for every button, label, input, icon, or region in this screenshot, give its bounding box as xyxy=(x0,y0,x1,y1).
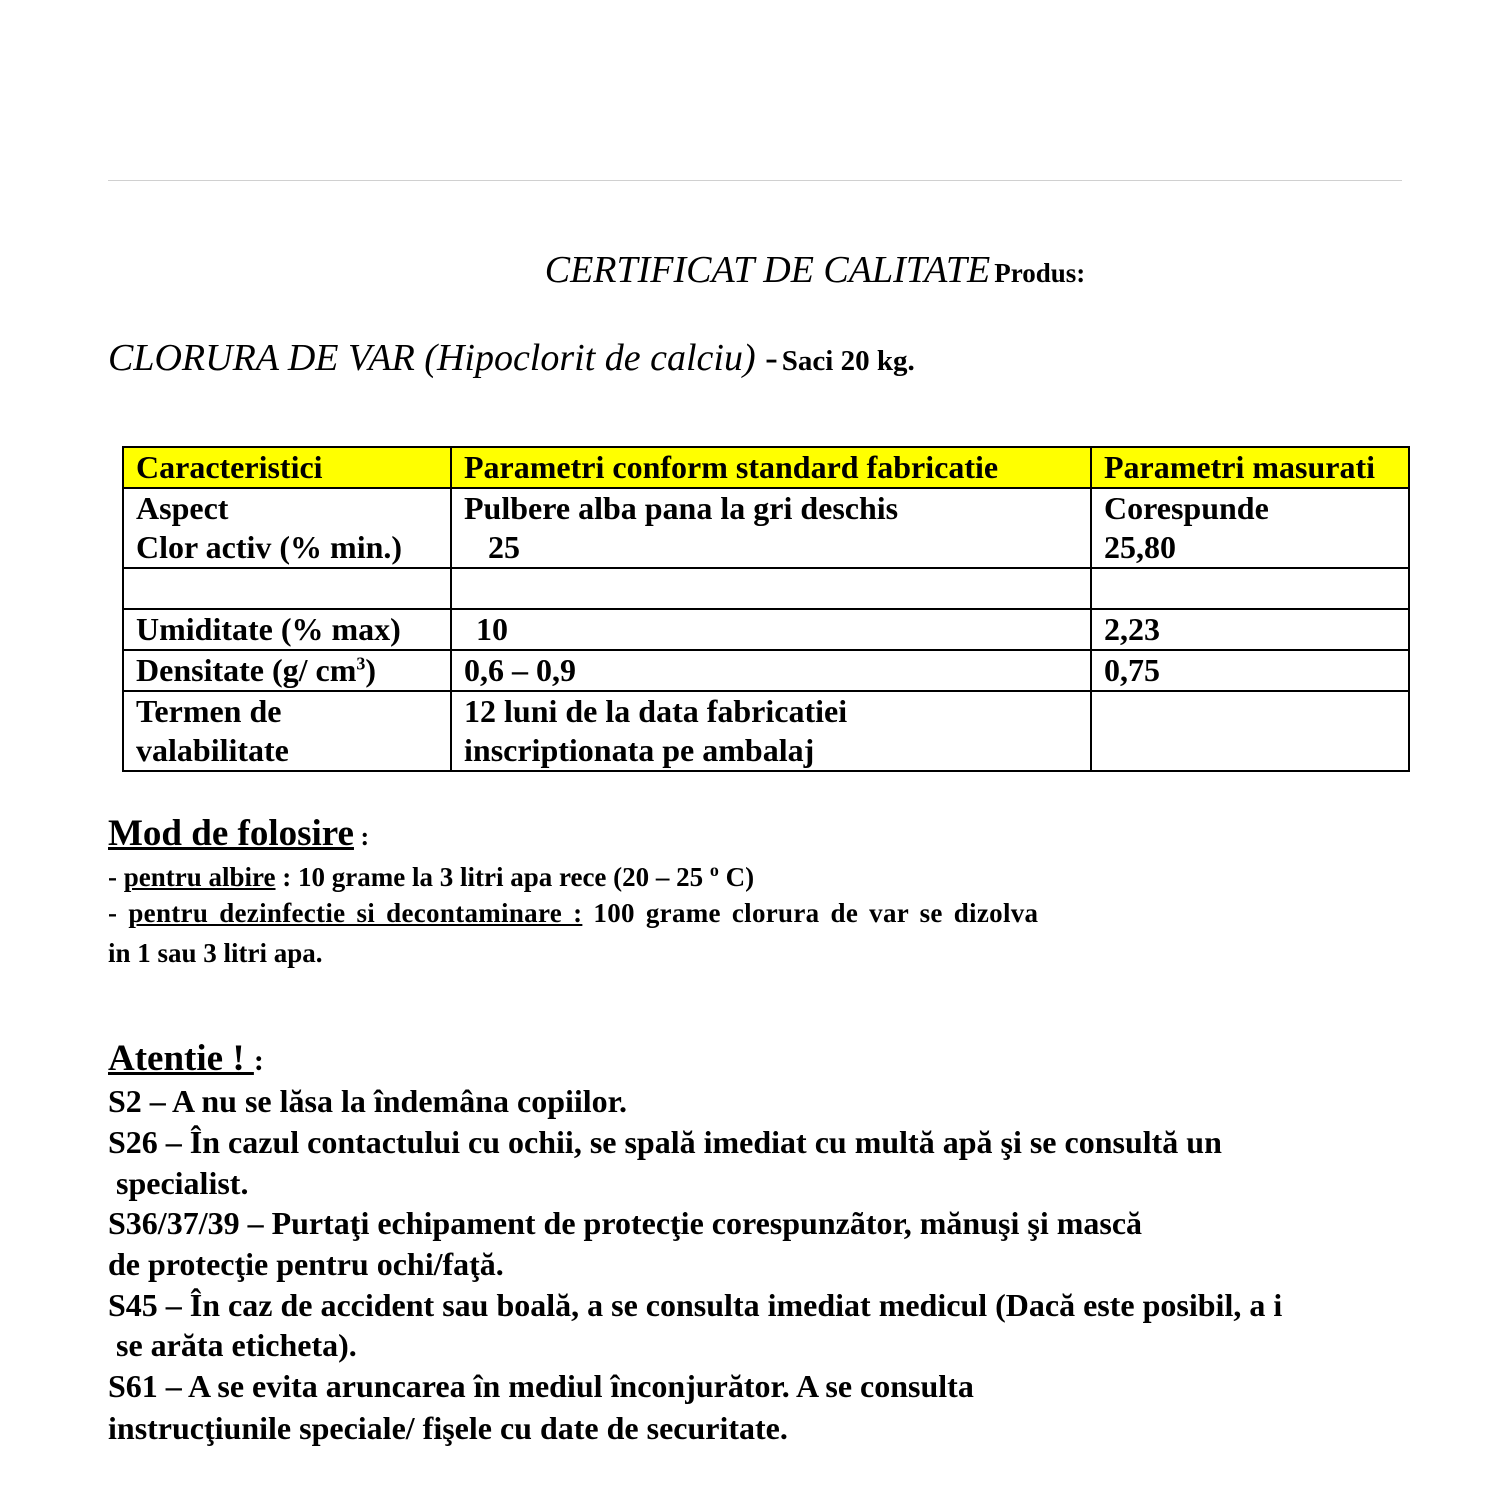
usage-heading xyxy=(108,812,369,855)
row-densitate-standard: 0,6 – 0,9 xyxy=(451,650,1091,691)
table-row xyxy=(123,650,1409,691)
densitate-label-close: ) xyxy=(365,652,377,688)
densitate-superscript: 3 xyxy=(356,653,366,674)
table-cell xyxy=(451,568,1091,609)
header-parametri-standard: Parametri conform standard fabricatie xyxy=(451,447,1091,488)
densitate-label-text: Densitate (g/ cm xyxy=(136,652,357,688)
row-umiditate-standard: 10 xyxy=(451,609,1091,650)
degree-superscript: o xyxy=(709,860,719,880)
row-clor-standard: 25 xyxy=(488,529,520,565)
row-umiditate-measured: 2,23 xyxy=(1091,609,1409,650)
row-aspect-label: Aspect xyxy=(136,490,229,526)
table-cell xyxy=(451,691,1091,771)
header-divider xyxy=(108,180,1402,181)
usage-line-albire xyxy=(108,862,754,893)
usage-text-dezinfectie: 100 grame clorura de var se dizolva xyxy=(582,898,1039,928)
usage-heading-colon: : xyxy=(353,822,370,851)
row-termen-measured xyxy=(1091,691,1409,771)
table-cell xyxy=(1091,568,1409,609)
usage-heading-text: Mod de folosire xyxy=(108,813,354,854)
table-cell xyxy=(123,568,451,609)
usage-text-albire: : 10 grame la 3 litri apa rece (20 – 25 xyxy=(275,862,710,892)
header-parametri-masurati: Parametri masurati xyxy=(1091,447,1409,488)
safety-phrase-s36-cont: de protecţie pentru ochi/faţă. xyxy=(108,1246,504,1282)
row-termen-standard-1: 12 luni de la data fabricatiei xyxy=(464,693,848,729)
safety-phrase-s26: S26 – În cazul contactului cu ochii, se spală imediat cu multă apă şi se consultă un xyxy=(108,1124,1222,1160)
usage-label-dezinfectie: pentru dezinfectie si decontaminare : xyxy=(128,898,583,928)
table-header-row xyxy=(123,447,1409,488)
safety-phrase-s61: S61 – A se evita aruncarea în mediul înconjurător. A se consulta xyxy=(108,1368,974,1404)
warning-heading xyxy=(108,1037,264,1080)
safety-phrase-s2: S2 – A nu se lăsa la îndemâna copiilor. xyxy=(108,1083,627,1119)
row-densitate-measured: 0,75 xyxy=(1091,650,1409,691)
safety-phrase-s26-cont: specialist. xyxy=(116,1165,249,1201)
title-main: CERTIFICAT DE CALITATE xyxy=(544,249,991,291)
usage-dash: - xyxy=(108,898,129,928)
table-cell xyxy=(123,691,451,771)
usage-line-dezinfectie xyxy=(108,898,1038,929)
row-aspect-standard: Pulbere alba pana la gri deschis xyxy=(464,490,899,526)
row-clor-label: Clor activ (% min.) xyxy=(136,529,403,565)
row-termen-label-1: Termen de xyxy=(136,693,282,729)
product-line xyxy=(108,336,915,380)
warning-heading-text: Atentie ! xyxy=(108,1038,254,1079)
title-suffix: Produs: xyxy=(994,258,1086,288)
row-clor-measured: 25,80 xyxy=(1104,529,1176,565)
table-cell xyxy=(123,488,451,568)
usage-dash: - xyxy=(108,862,124,892)
row-aspect-measured: Corespunde xyxy=(1104,490,1269,526)
table-cell xyxy=(451,488,1091,568)
table-row xyxy=(123,609,1409,650)
document-title xyxy=(0,248,1500,292)
product-package: Saci 20 kg. xyxy=(781,345,915,377)
header-caracteristici: Caracteristici xyxy=(123,447,451,488)
usage-text-albire-end: C) xyxy=(718,862,755,892)
usage-label-albire: pentru albire xyxy=(123,862,276,892)
usage-line-continuation: in 1 sau 3 litri apa. xyxy=(108,938,323,968)
warning-heading-colon: : xyxy=(253,1044,264,1077)
row-termen-label-2: valabilitate xyxy=(136,732,289,768)
safety-phrase-s36: S36/37/39 – Purtaţi echipament de protecţie corespunzãtor, mănuşi şi mască xyxy=(108,1205,1143,1241)
table-row xyxy=(123,691,1409,771)
row-densitate-label xyxy=(123,650,451,691)
row-termen-standard-2: inscriptionata pe ambalaj xyxy=(464,732,815,768)
row-umiditate-label: Umiditate (% max) xyxy=(123,609,451,650)
table-cell xyxy=(1091,488,1409,568)
quality-table xyxy=(122,446,1410,772)
safety-phrase-s45-cont: se arăta eticheta). xyxy=(116,1327,357,1363)
table-row-empty xyxy=(123,568,1409,609)
table-row xyxy=(123,488,1409,568)
safety-phrase-s45: S45 – În caz de accident sau boală, a se consulta imediat medicul (Dacă este posibil, a i xyxy=(108,1287,1283,1323)
safety-phrase-s61-cont: instrucţiunile speciale/ fişele cu date de securitate. xyxy=(108,1410,788,1446)
product-name: CLORURA DE VAR (Hipoclorit de calciu) - xyxy=(108,337,778,379)
